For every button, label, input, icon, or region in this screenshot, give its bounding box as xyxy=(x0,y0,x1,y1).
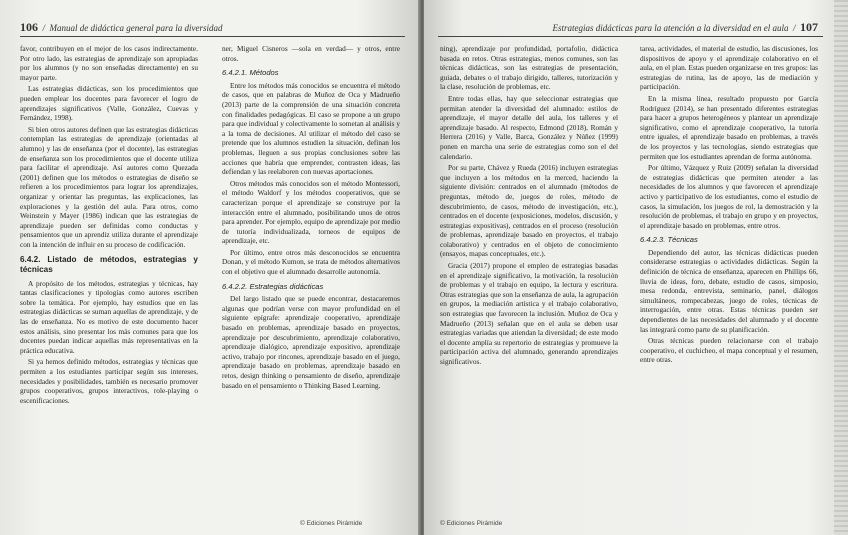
left-page-header: 106 / Manual de didáctica general para la diversidad xyxy=(20,20,223,34)
right-page-header: Estrategias didácticas para la atención a la diversidad en el aula / 107 xyxy=(552,20,818,34)
paragraph: Por último, Vázquez y Ruiz (2009) señalan la diversidad de estrategias didácticas que permiten atender a las necesidades de los alumnos y que favorecen el aprendizaje activo y participativo de los estudiantes, como el estudio de casos, la simulación, los juegos de rol, la demostración y la resolución de problemas, el trabajo en grupo y en proyectos, el aprendizaje basado en problemas, entre otros. xyxy=(640,163,818,230)
left-header-rule xyxy=(20,36,405,37)
right-page xyxy=(424,0,848,535)
paragraph: favor, contribuyen en el mejor de los casos indirectamente. Por otro lado, las estrategias de aprendizaje son apropiadas por los alumnos (y no son enseñadas directamente) en su mayor parte. xyxy=(20,44,198,82)
left-page-footer: © Ediciones Pirámide xyxy=(300,520,363,527)
right-page-number: 107 xyxy=(800,20,818,34)
left-column-1 xyxy=(20,44,198,407)
subsection-heading: 6.4.2.3. Técnicas xyxy=(640,235,698,245)
paragraph: Del largo listado que se puede encontrar, destacaremos algunas que podrían verse con mayor profundidad en el siguiente epígrafe: aprendizaje cooperativo, aprendizaje basado en problemas, aprendizaje basado en proyectos, aprendizaje por descubrimiento, aprendizaje colaborativo, aprendizaje dialógico, aprendizaje expositivo, aprendizaje activo, trabajo por rincones, aprendizaje basado en el juego, aprendizaje basado en problemas, aprendizaje basado en retos, design thinking o pensamiento de diseño, aprendizaje basado en el pensamiento o Thinking Based Learning. xyxy=(222,294,400,390)
subsection-heading: 6.4.2.2. Estrategias didácticas xyxy=(222,281,324,291)
paragraph: A propósito de los métodos, estrategias y técnicas, hay tantas clasificaciones y tipologías como autores escriben sobre la temática. Por ejemplo, hay estudios que en las estrategias didácticas se suman aquellas de aprendizaje, y de las de enseñanza. No es motivo de este documento hacer estos análisis, sino presentar los más comunes para que los docentes puedan indicar aquellas más representativas en la práctica educativa. xyxy=(20,278,198,355)
section-heading: 6.4.2. Listado de métodos, estrategias y técnicas xyxy=(20,255,198,275)
paragraph: ner, Miguel Cisneros —sola en verdad— y otros, entre otros. xyxy=(222,44,400,63)
right-column-2 xyxy=(640,44,818,367)
right-page-footer: © Ediciones Pirámide xyxy=(440,520,503,527)
right-page-running-title: Estrategias didácticas para la atención a la diversidad en el aula xyxy=(552,23,789,33)
paragraph: tarea, actividades, el material de estudio, las discusiones, los dispositivos de apoyo y el aprendizaje colaborativo en el aula, en el plan. Estas pueden organizarse en tres grupos: las estrategias de rutina, las de apoyo, las de mediación y participación. xyxy=(640,44,818,92)
paragraph: Otros métodos más conocidos son el método Montessori, el método Waldorf y los métodos cooperativos, que se caracterizan porque el aprendizaje se construye por la interacción entre el alumnado, posibilitando unos de otros para aprender. Por ejemplo, equipo de aprendizaje por medio de tutoría individualizada, torneos de equipos de aprendizaje, etc. xyxy=(222,178,400,246)
right-header-rule xyxy=(438,36,823,37)
paragraph: Por su parte, Chávez y Rueda (2016) incluyen estrategias que incluyen a los métodos en la merced, haciendo la siguiente división: centrados en el alumnado (métodos de preguntas, método de, juegos de roles, método de descubrimiento, de casos, método de investigación, etc.), centrados en el docente (exposiciones, modelos, discusión, y estrategias expositivas), centrados en el proceso (resolución de problemas, aprendizaje basado en proyectos, el trabajo colaborativo) y centrados en el objeto de conocimiento (ensayos, mapas conceptuales, etc.). xyxy=(440,163,618,259)
page-edge-shadow xyxy=(834,0,848,535)
paragraph: En la misma línea, resultado propuesto por García Rodríguez (2014), se han presentado diferentes estrategias para hacer a grupos heterogéneos y plantear un aprendizaje significativo, como el aprendizaje cooperativo, la tutoría entre iguales, el aprendizaje basado en problemas, a través de los proyectos y las tecnologías, siendo estrategias que permiten que los estudiantes aprendan de forma autónoma. xyxy=(640,93,818,161)
paragraph: Entre los métodos más conocidos se encuentra el método de casos, que en palabras de Muñoz de Oca y Madrueño (2013) parte de la comprensión de una situación concreta con finalidades pedagógicas. El caso se propone a un grupo para que individual y colectivamente lo sometan al análisis y a la toma de decisiones. Al utilizar el método del caso se pretende que los alumnos estudien la situación, definan los problemas, lleguen a sus propias conclusiones sobre las acciones que habría que emprender, contrasten ideas, las defiendan y las reelaboren con nuevas aportaciones. xyxy=(222,80,400,177)
left-page-number: 106 xyxy=(20,20,38,34)
paragraph: Si ya hemos definido métodos, estrategias y técnicas que permiten a los estudiantes participar según sus intereses, necesidades y posibilidades, también es necesario promover grupos cooperativos, grupos interactivos, role-playing o escenificaciones. xyxy=(20,357,198,405)
paragraph: Entre todas ellas, hay que seleccionar estrategias que permitan atender la diversidad del alumnado: estilos de aprendizaje, el mayor detalle del aula, los talleres y el aprendizaje basado. Al respecto, Edmond (2018), Román y Herrera (2016) y Valle, Barca, González y Núñez (1999) ponen en marcha una serie de estrategias como son el del calendario. xyxy=(440,93,618,161)
paragraph: Por último, entre otros más desconocidos se encuentra Donan, y el método Kumon, se trata de métodos alternativos con el objetivo que el alumnado desarrolle autonomía. xyxy=(222,247,400,277)
paragraph: Gracia (2017) propone el empleo de estrategias basadas en el aprendizaje significativo, la motivación, la resolución de problemas y el trabajo en equipo, la lectura y escritura. Otras estrategias que son la enseñanza de aula, la agrupación en grupos, la mediación artística y el trabajo colaborativo, son estrategias que favorecen la inclusión. Muñoz de Oca y Madrueño (2013) señalan que en el aula se deben usar estrategias variadas que atiendan la diversidad; de este modo el docente amplía su repertorio de estrategias y promueve la participación activa del alumnado, generando aprendizajes significativos. xyxy=(440,261,618,366)
paragraph: Dependiendo del autor, las técnicas didácticas pueden considerarse estrategias o actividades didácticas. Según la definición de técnica de enseñanza, aparecen en Phillips 66, lluvia de ideas, foro, debate, estudio de casos, simposio, mesa redonda, entrevista, seminario, panel, diálogos simultáneos, rompecabezas, juego de roles, técnicas de interrogación, entre otras. Estas técnicas pueden ser dependientes de las necesidades del alumnado y el docente las integrará como parte de su planificación. xyxy=(640,247,818,334)
right-column-1 xyxy=(440,44,618,369)
subsection-heading: 6.4.2.1. Métodos xyxy=(222,68,279,78)
left-column-2 xyxy=(222,44,400,392)
paragraph: Si bien otros autores definen que las estrategias didácticas contemplan las estrategias de aprendizaje (orientadas al alumno) y las de enseñanza (por el docente), las estrategias de enseñanza son los procedimientos que el docente utiliza para facilitar el aprendizaje. Así autores como Quezada (2001) definen que los métodos o estrategias de diseño se refieren a los procedimientos para lograr los aprendizajes, organizar y orientar las preguntas, las explicaciones, las exploraciones y la gestión del aula. Para otros, como Weinstein y Mayer (1986) indican que las estrategias de aprendizaje pueden ser definidas como conductas y pensamientos que un aprendiz utiliza durante el aprendizaje con la intención de influir en su proceso de codificación. xyxy=(20,124,198,249)
paragraph: ning), aprendizaje por profundidad, portafolio, didáctica basada en retos. Otras estrategias, menos comunes, son las técnicas didácticas, son las estrategias de presentación, guiada, debates o el trabajo dirigido, talleres, tutorización y la clase, resolución de problemas, etc. xyxy=(440,44,618,92)
left-page-running-title: Manual de didáctica general para la diversidad xyxy=(49,23,223,33)
paragraph: Otras técnicas pueden relacionarse con el trabajo cooperativo, el cuchicheo, el mapa conceptual y el resumen, entre otras. xyxy=(640,336,818,365)
left-page xyxy=(0,0,420,535)
paragraph: Las estrategias didácticas, son los procedimientos que pueden emplear los docentes para favorecer el logro de aprendizajes significativos (Valle, González, Cuevas y Fernández, 1998). xyxy=(20,84,198,123)
